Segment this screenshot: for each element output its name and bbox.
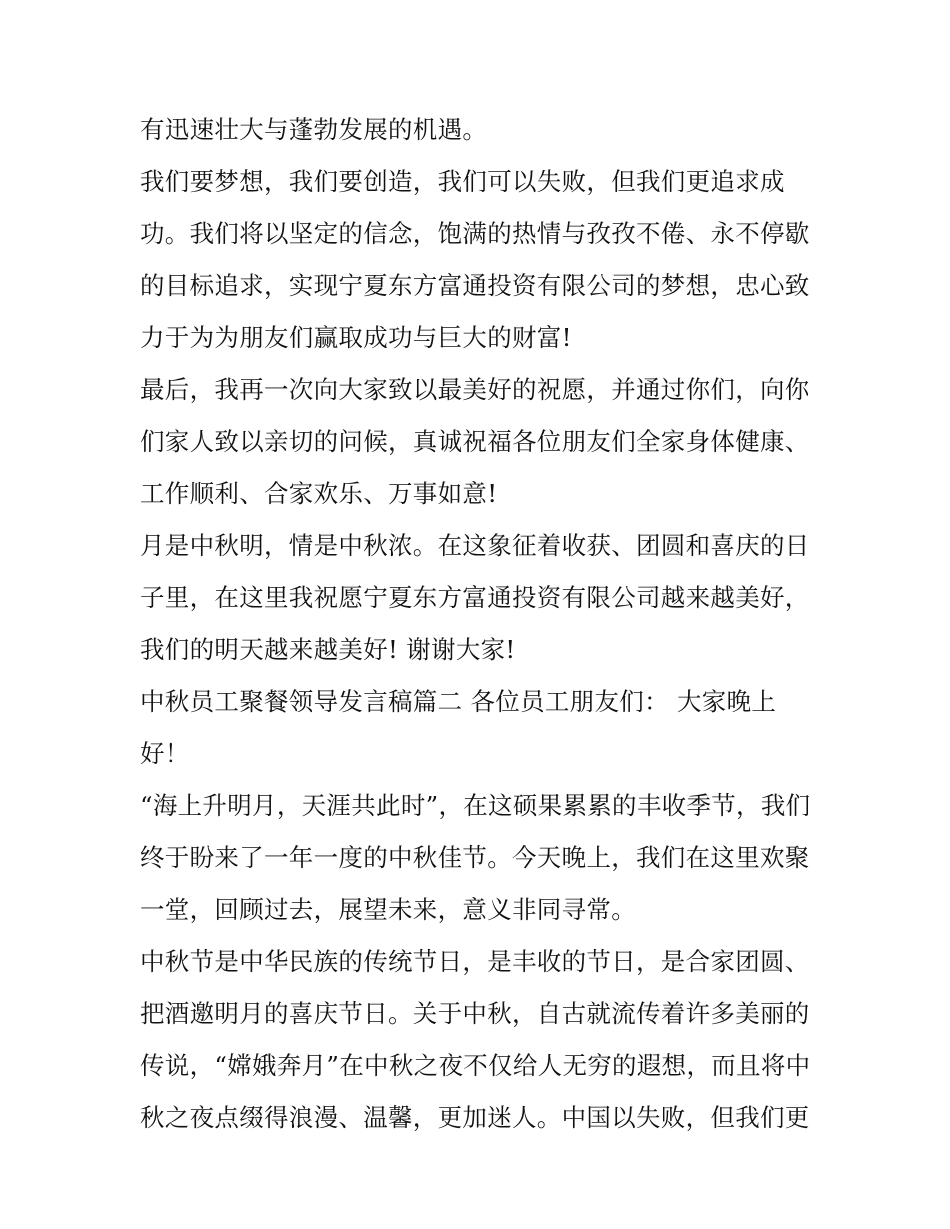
text-line: 一堂，回顾过去，展望未来，意义非同寻常。 xyxy=(140,895,636,924)
text-line: 力于为为朋友们赢取成功与巨大的财富! xyxy=(140,323,572,352)
text-line: 中秋员工聚餐领导发言稿篇二 各位员工朋友们： 大家晚上 xyxy=(140,687,777,716)
text-line: 工作顺利、合家欢乐、万事如意! xyxy=(140,479,498,508)
text-line: 终于盼来了一年一度的中秋佳节。今天晚上，我们在这里欢聚 xyxy=(140,843,810,872)
text-line: 子里，在这里我祝愿宁夏东方富通投资有限公司越来越美好， xyxy=(140,583,810,612)
text-line: 传说，“嫦娥奔月”在中秋之夜不仅给人无穷的遐想，而且将中 xyxy=(140,1051,811,1080)
text-line: 把酒邀明月的喜庆节日。关于中秋，自古就流传着许多美丽的 xyxy=(140,999,810,1028)
body-text xyxy=(140,104,820,1144)
text-line: 有迅速壮大与蓬勃发展的机遇。 xyxy=(140,115,488,144)
text-line: 功。我们将以坚定的信念，饱满的热情与孜孜不倦、永不停歇 xyxy=(140,219,810,248)
text-line: 好！ xyxy=(140,739,190,768)
text-line: 最后，我再一次向大家致以最美好的祝愿，并通过你们，向你 xyxy=(140,375,810,404)
text-line: 我们要梦想，我们要创造，我们可以失败，但我们更追求成 xyxy=(140,167,785,196)
text-line: 中秋节是中华民族的传统节日，是丰收的节日，是合家团圆、 xyxy=(140,947,810,976)
text-line: 的目标追求，实现宁夏东方富通投资有限公司的梦想，忠心致 xyxy=(140,271,810,300)
text-line: 我们的明天越来越美好! 谢谢大家! xyxy=(140,635,516,664)
text-line: 秋之夜点缀得浪漫、温馨，更加迷人。中国以失败，但我们更 xyxy=(140,1103,810,1132)
text-line: 月是中秋明，情是中秋浓。在这象征着收获、团圆和喜庆的日 xyxy=(140,531,810,560)
text-line: 们家人致以亲切的问候，真诚祝福各位朋友们全家身体健康、 xyxy=(140,427,810,456)
text-line: “海上升明月，天涯共此时”，在这硕果累累的丰收季节，我们 xyxy=(140,791,811,820)
